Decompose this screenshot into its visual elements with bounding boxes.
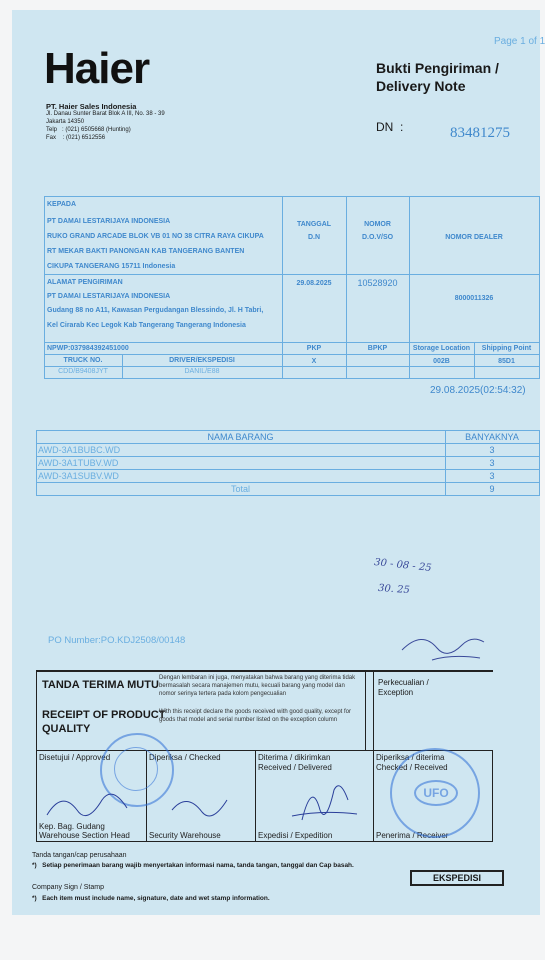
handwritten-date-2: 30. 25 [377, 582, 411, 597]
kepada-address-2: RT MEKAR BAKTI PANONGAN KAB TANGERANG BANTEN [47, 248, 245, 255]
handwritten-signature-top [392, 620, 492, 670]
sig-security-role: Security Warehouse [149, 831, 221, 840]
alamat-name: PT DAMAI LESTARIJAYA INDONESIA [47, 293, 171, 300]
dealer-value: 8000011326 [454, 295, 494, 302]
receipt-title-en-1: RECEIPT OF PRODUCT [42, 709, 166, 721]
nomor-sub-label: D.O.V/SO [361, 234, 394, 241]
sig-receiver-role: Penerima / Receiver [376, 831, 449, 840]
delivery-note-paper [12, 10, 545, 915]
sig-expedition-role: Expedisi / Expedition [258, 831, 333, 840]
company-name: PT. Haier Sales Indonesia [46, 102, 137, 111]
footer-note-2-title: Company Sign / Stamp [32, 884, 104, 891]
sig-received-label-1: Diperiksa / diterima [376, 753, 445, 762]
receipt-title-id: TANDA TERIMA MUTU [42, 679, 159, 691]
shipping-point-value: 85D1 [498, 358, 515, 365]
footer-note-1-title: Tanda tangan/cap perusahaan [32, 852, 127, 859]
company-fax: Fax : (021) 6512556 [46, 135, 106, 141]
receipt-text-en: With this receipt declare the goods received with good quality, except for goods that model and serial number listed on the exception column [159, 709, 351, 723]
po-number: PO Number:PO.KDJ2508/00148 [48, 635, 186, 646]
alamat-address-1: Gudang 88 no A11, Kawasan Pergudangan Blessindo, Jl. H Tabri, [47, 307, 264, 314]
signature-scribbles-left [42, 780, 242, 830]
item-name: AWD-3A1TUBV.WD [38, 458, 119, 468]
nomor-label: NOMOR [364, 221, 391, 228]
company-address-2: Jakarta 14350 [46, 119, 85, 125]
sig-checked-label: Diperiksa / Checked [149, 753, 221, 762]
item-qty: 3 [489, 471, 495, 481]
sig-approved-role-2: Warehouse Section Head [39, 831, 130, 840]
kepada-address-3: CIKUPA TANGERANG 15711 Indonesia [47, 263, 176, 270]
page-indicator: Page 1 of 1 [494, 36, 545, 47]
total-label: Total [230, 484, 250, 494]
truck-no-label: TRUCK NO. [63, 357, 103, 364]
receiver-company-stamp [390, 748, 480, 838]
tanggal-value: 29.08.2025 [296, 280, 332, 287]
receipt-title-en-2: QUALITY [42, 723, 91, 735]
bpkp-label: BPKP [367, 345, 388, 352]
haier-logo: Haier [44, 44, 150, 93]
alamat-address-2: Kel Cirarab Kec Legok Kab Tangerang Tangerang Indonesia [47, 322, 246, 329]
pkp-label: PKP [306, 345, 322, 352]
storage-location-label: Storage Location [412, 345, 471, 352]
ekspedisi-label: EKSPEDISI [410, 870, 504, 886]
tanggal-label: TANGGAL [296, 221, 332, 228]
sig-delivered-label-1: Diterima / dikirimkan [258, 753, 331, 762]
item-qty: 3 [489, 445, 495, 455]
driver-label: DRIVER/EKSPEDISI [169, 357, 235, 364]
total-value: 9 [489, 484, 495, 494]
print-timestamp: 29.08.2025(02:54:32) [430, 385, 526, 396]
shipping-point-label: Shipping Point [481, 345, 532, 352]
nomor-dealer-label: NOMOR DEALER [445, 234, 503, 241]
driver-value: DANIL/E88 [184, 368, 220, 375]
ufo-logo: UFO [414, 780, 458, 806]
sig-approved-role-1: Kep. Bag. Gudang [39, 822, 105, 831]
kepada-name: PT DAMAI LESTARIJAYA INDONESIA [47, 218, 171, 225]
col-nama-barang: NAMA BARANG [207, 432, 274, 442]
company-address-1: Jl. Danau Sunter Barat Blok A III, No. 38 - 39 [46, 111, 165, 117]
exception-label-2: Exception [378, 688, 414, 697]
col-banyaknya: BANYAKNYA [465, 432, 519, 442]
exception-label-1: Perkecualian / [378, 678, 429, 687]
company-telp: Telp : (021) 6505668 (Hunting) [46, 127, 131, 133]
handwritten-date-1: 30 - 08 - 25 [373, 557, 433, 574]
doc-title-id: Bukti Pengiriman / [376, 60, 499, 76]
item-name: AWD-3A1BUBC.WD [38, 445, 121, 455]
receipt-text-id: Dengan lembaran ini juga, menyatakan bahwa barang yang diterima tidak bermasalah secara manajemen mutu, kecuali barang yang model dan nomor serinya tertera pada kolom pengecualian [159, 675, 356, 697]
tanggal-sub-label: D.N [307, 234, 321, 241]
kepada-label: KEPADA [47, 201, 77, 208]
signature-scribble-expedition [282, 770, 362, 830]
item-name: AWD-3A1SUBV.WD [38, 471, 119, 481]
kepada-address-1: RUKO GRAND ARCADE BLOK VB 01 NO 38 CITRA RAYA CIKUPA [47, 233, 264, 240]
alamat-label: ALAMAT PENGIRIMAN [47, 279, 123, 286]
npwp: NPWP:037984392451000 [47, 345, 129, 352]
nomor-value: 10528920 [357, 278, 398, 288]
sig-approved-label: Disetujui / Approved [39, 753, 111, 762]
footer-note-2: *) Each item must include name, signature, date and wet stamp information. [32, 895, 270, 902]
pkp-value: X [311, 358, 317, 365]
doc-title-en: Delivery Note [376, 78, 466, 94]
truck-no-value: CDD/B9408JYT [58, 368, 108, 375]
sig-delivered-label-2: Received / Delivered [258, 763, 332, 772]
sig-received-label-2: Checked / Received [376, 763, 448, 772]
storage-location-value: 002B [433, 358, 450, 365]
item-qty: 3 [489, 458, 495, 468]
dn-number: 83481275 [450, 125, 510, 141]
dn-label: DN : [376, 120, 404, 134]
footer-note-1: *) Setiap penerimaan barang wajib menyertakan informasi nama, tanda tangan, tanggal dan Cap basah. [32, 862, 354, 869]
